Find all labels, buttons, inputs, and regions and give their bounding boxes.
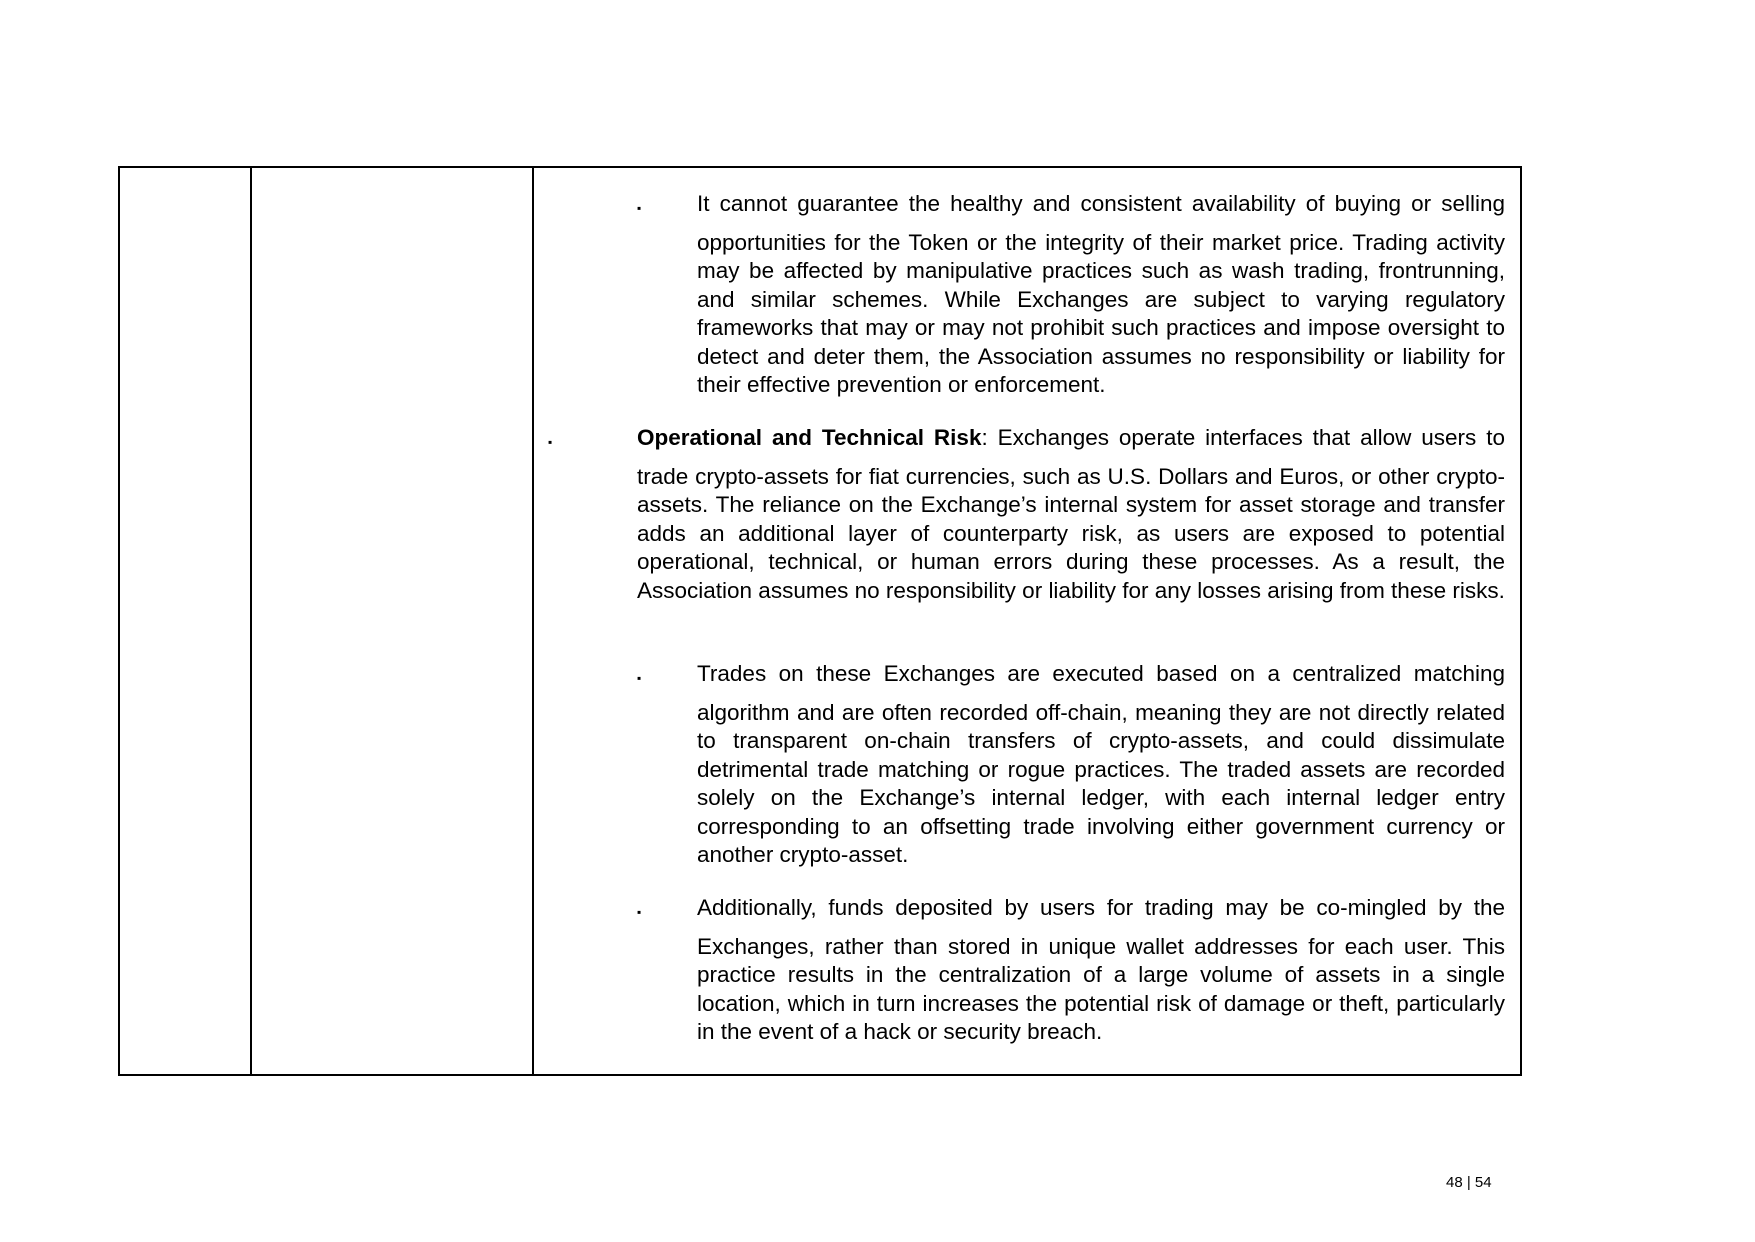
list-item-first-line: Additionally, funds deposited by users for trading may be co-mingled by the	[697, 895, 1505, 920]
table-column-1	[120, 168, 252, 1074]
bullet-icon: ▪	[637, 201, 642, 215]
list-item	[697, 894, 1505, 1047]
list-item-text: algorithm and are often recorded off-chain, meaning they are not directly related to transparent on-chain transfers of crypto-assets, and could dissimulate detrimental trade matching or rogue practices. The traded assets are recorded solely on the Exchange’s internal ledger, with each internal ledger entry corresponding to an offsetting trade involving either government currency or another crypto-asset.	[697, 699, 1505, 867]
bullet-icon: ▪	[548, 435, 553, 449]
table-column-3	[534, 168, 1520, 1074]
table-column-2	[252, 168, 534, 1074]
page-number: 48 | 54	[1446, 1174, 1492, 1191]
list-item-first-line: Trades on these Exchanges are executed based on a centralized matching	[697, 661, 1505, 686]
bullet-icon: ▪	[637, 905, 642, 919]
list-item-text: opportunities for the Token or the integrity of their market price. Trading activity may be affected by manipulative practices such as wash trading, frontrunning, and similar schemes. While Exchanges are subject to varying regulatory frameworks that may or may not prohibit such practices and impose oversight to detect and deter them, the Association assumes no responsibility or liability for their effective prevention or enforcement.	[697, 229, 1505, 397]
list-item	[637, 424, 1505, 605]
document-table	[118, 166, 1522, 1076]
list-item-text: trade crypto-assets for fiat currencies, such as U.S. Dollars and Euros, or other crypto-assets. The reliance on the Exchange’s internal system for asset storage and transfer adds an additional layer of counterparty risk, as users are exposed to potential operational, technical, or human errors during these processes. As a result, the Association assumes no responsibility or liability for any losses arising from these risks.	[637, 463, 1505, 603]
list-item	[697, 190, 1505, 400]
list-item-text: Exchanges, rather than stored in unique wallet addresses for each user. This practice results in the centralization of a large volume of assets in a single location, which in turn increases the potential risk of damage or theft, particularly in the event of a hack or security breach.	[697, 933, 1505, 1044]
list-item-first-line-text: : Exchanges operate interfaces that allow users to	[981, 425, 1505, 450]
bullet-icon: ▪	[637, 671, 642, 685]
list-item-first-line	[637, 424, 1505, 453]
list-item	[697, 660, 1505, 870]
section-heading: Operational and Technical Risk	[637, 425, 982, 450]
list-item-first-line: It cannot guarantee the healthy and consistent availability of buying or selling	[697, 191, 1505, 216]
